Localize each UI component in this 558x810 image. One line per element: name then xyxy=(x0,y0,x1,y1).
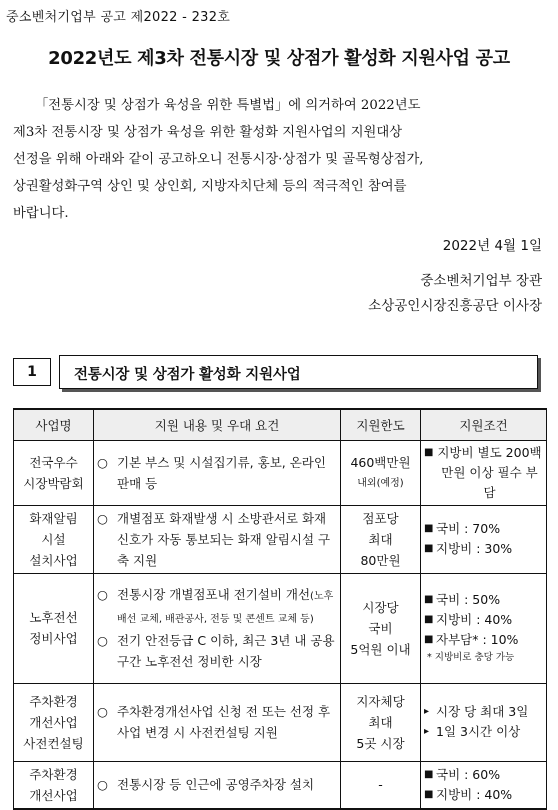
support-content xyxy=(94,440,341,505)
program-name xyxy=(14,573,94,683)
support-conditions xyxy=(421,573,547,683)
bullet-circle: ○ xyxy=(97,704,108,719)
condition-text: 1일 3시간 이상 xyxy=(436,724,521,739)
limit-line: 5곳 시장 xyxy=(356,735,405,751)
document-title: 2022년도 제3차 전통시장 및 상점가 활성화 지원사업 공고 xyxy=(48,48,510,69)
condition-text: 지방비 : 40% xyxy=(436,612,513,627)
program-name-line: 개선사업 xyxy=(29,787,78,803)
header-support-limit: 지원한도 xyxy=(341,409,421,440)
issuer-agency: 소상공인시장진흥공단 이사장 xyxy=(368,298,542,314)
bullet-circle: ○ xyxy=(97,777,108,792)
intro-line: 상권활성화구역 상인 및 상인회, 지방자치단체 등의 적극적인 참여를 xyxy=(13,179,407,194)
condition-text: 국비 : 70% xyxy=(436,521,501,536)
bullet-arrow: ▸ xyxy=(424,706,430,717)
bullet-circle: ○ xyxy=(97,633,108,648)
program-name-line: 사전컨설팅 xyxy=(23,735,84,751)
issuer-minister: 중소벤처기업부 장관 xyxy=(420,273,542,289)
program-name-line: 개선사업 xyxy=(29,714,78,730)
condition-text: 자부담* : 10% xyxy=(436,632,519,647)
support-limit xyxy=(341,761,421,809)
condition-note: * 지방비로 충당 가능 xyxy=(427,652,515,663)
program-name xyxy=(14,440,94,505)
bullet-square: ■ xyxy=(424,634,434,645)
limit-line: 최대 xyxy=(368,714,393,730)
content-text: 전기 안전등급 C 이하, 최근 3년 내 공용구간 노후전선 정비한 시장 xyxy=(117,633,335,669)
bullet-square: ■ xyxy=(424,614,434,625)
program-name-line: 시장박람회 xyxy=(23,475,84,491)
bullet-square: ■ xyxy=(424,768,434,780)
program-name-line: 노후전선 xyxy=(29,610,78,625)
limit-line: 국비 xyxy=(368,620,393,636)
condition-text: 지방비 : 40% xyxy=(436,786,513,802)
table-row xyxy=(14,683,547,761)
content-text: 개별점포 화재발생 시 소방관서로 화재신호가 자동 통보되는 화재 알림시설 구축 지원 xyxy=(117,510,331,568)
program-name xyxy=(14,761,94,809)
limit-line: 460백만원 xyxy=(350,454,411,470)
support-limit xyxy=(341,683,421,761)
limit-line: 내외(예정) xyxy=(357,477,404,489)
condition-text: 국비 : 50% xyxy=(436,592,501,607)
bullet-arrow: ▸ xyxy=(424,726,430,737)
program-name-line: 설치사업 xyxy=(29,552,78,568)
intro-line: 선정을 위해 아래와 같이 공고하오니 전통시장·상점가 및 골목형상점가, xyxy=(13,152,424,167)
limit-line: 5억원 이내 xyxy=(350,641,411,657)
table-row xyxy=(14,505,547,573)
table-row xyxy=(14,573,547,683)
bullet-square: ■ xyxy=(424,543,434,554)
header-support-conditions: 지원조건 xyxy=(421,409,547,440)
bullet-square: ■ xyxy=(424,594,434,605)
content-text: 전통시장 등 인근에 공영주차장 설치 xyxy=(117,777,315,792)
section-number: 1 xyxy=(13,358,51,386)
support-limit xyxy=(341,573,421,683)
program-name-line: 정비사업 xyxy=(29,631,78,646)
table-row xyxy=(14,440,547,505)
intro-line: 바랍니다. xyxy=(13,206,69,221)
limit-line: 지자체당 xyxy=(356,693,405,709)
program-name-line: 전국우수 xyxy=(29,454,78,470)
content-text: 주차환경개선사업 신청 전 또는 선정 후 사업 변경 시 사전컨설팅 지원 xyxy=(117,704,331,740)
support-conditions xyxy=(421,761,547,809)
intro-paragraph xyxy=(13,92,543,227)
support-limit xyxy=(341,505,421,573)
bullet-square: ■ xyxy=(424,523,434,534)
header-support-content: 지원 내용 및 우대 요건 xyxy=(94,409,341,440)
bullet-circle: ○ xyxy=(97,587,108,602)
program-name xyxy=(14,683,94,761)
support-program-table xyxy=(13,408,547,810)
bullet-square: ■ xyxy=(424,788,434,800)
support-conditions xyxy=(421,440,547,505)
limit-line: 시장당 xyxy=(362,599,399,615)
content-detail: (노후배선 교체, 배관공사, 전등 및 콘센트 교체 등) xyxy=(117,591,334,625)
support-content xyxy=(94,761,341,809)
bullet-square: ■ xyxy=(424,446,434,458)
program-name xyxy=(14,505,94,573)
table-row xyxy=(14,761,547,809)
condition-text: 지방비 : 30% xyxy=(436,541,513,556)
content-text: 전통시장 개별점포내 전기설비 개선 xyxy=(117,587,311,602)
program-name-line: 주차환경 xyxy=(29,766,78,782)
program-name-line: 화재알림 xyxy=(29,510,78,526)
condition-text: 지방비 별도 200백만원 이상 필수 부담 xyxy=(437,444,542,500)
intro-line: 제3차 전통시장 및 상점가 육성을 위한 활성화 지원사업의 지원대상 xyxy=(13,125,403,140)
limit-line: - xyxy=(378,777,383,792)
support-content xyxy=(94,573,341,683)
header-program-name: 사업명 xyxy=(14,409,94,440)
intro-line: 「전통시장 및 상점가 육성을 위한 특별법」에 의거하여 2022년도 xyxy=(35,98,421,113)
limit-line: 80만원 xyxy=(360,552,401,568)
limit-line: 점포당 xyxy=(362,510,399,526)
program-name-line: 시설 xyxy=(41,531,66,547)
condition-text: 국비 : 60% xyxy=(436,766,501,782)
notice-date: 2022년 4월 1일 xyxy=(442,238,542,254)
table-header-row xyxy=(14,409,547,440)
limit-line: 최대 xyxy=(368,531,393,547)
support-limit xyxy=(341,440,421,505)
notice-number: 중소벤처기업부 공고 제2022 - 232호 xyxy=(6,10,231,25)
content-text: 기본 부스 및 시설집기류, 홍보, 온라인 판매 등 xyxy=(117,454,326,491)
program-name-line: 주차환경 xyxy=(29,693,78,709)
condition-text: 시장 당 최대 3일 xyxy=(436,704,529,719)
section-title: 전통시장 및 상점가 활성화 지원사업 xyxy=(74,367,301,383)
support-content xyxy=(94,683,341,761)
support-conditions xyxy=(421,683,547,761)
support-conditions xyxy=(421,505,547,573)
bullet-circle: ○ xyxy=(97,510,108,526)
bullet-circle: ○ xyxy=(97,454,108,470)
support-content xyxy=(94,505,341,573)
